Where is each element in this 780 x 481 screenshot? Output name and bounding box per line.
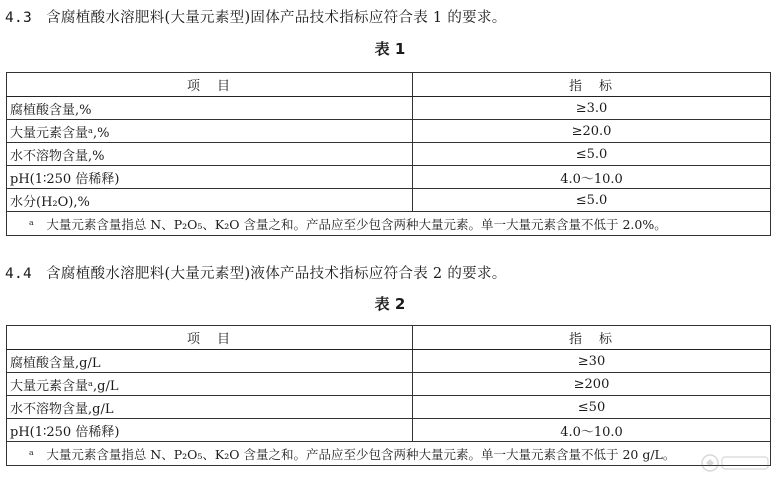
- row-value: ≥200: [413, 373, 771, 396]
- table-2: [6, 325, 771, 466]
- table-2-caption: 表 2: [374, 295, 406, 313]
- row-item: 水不溶物含量,%: [7, 143, 413, 166]
- table-1-caption: 表 1: [374, 40, 406, 58]
- table-footnote: ᵃ 大量元素含量指总 N、P₂O₅、K₂O 含量之和。产品应至少包含两种大量元素。单一大量元素含量不低于 2.0%。: [7, 212, 771, 236]
- table-footnote-row: [7, 212, 771, 236]
- table-1: [6, 72, 771, 236]
- table-row: [7, 419, 771, 442]
- table-footnote: ᵃ 大量元素含量指总 N、P₂O₅、K₂O 含量之和。产品应至少包含两种大量元素。单一大量元素含量不低于 20 g/L。: [7, 442, 771, 466]
- table-row: [7, 189, 771, 212]
- table-row: [7, 143, 771, 166]
- row-item: 腐植酸含量,%: [7, 97, 413, 120]
- clause-number: 4.4: [5, 266, 33, 282]
- row-item: 腐植酸含量,g/L: [7, 350, 413, 373]
- row-value: ≤5.0: [413, 143, 771, 166]
- header-item: 项 目: [7, 73, 413, 97]
- table-row: [7, 120, 771, 143]
- row-value: 4.0～10.0: [413, 166, 771, 189]
- clause-4-3: [5, 6, 507, 27]
- clause-text: 含腐植酸水溶肥料(大量元素型)固体产品技术指标应符合表 1 的要求。: [46, 10, 507, 26]
- table-header-row: [7, 73, 771, 97]
- row-value: ≥30: [413, 350, 771, 373]
- table-row: [7, 350, 771, 373]
- row-item: 大量元素含量ᵃ,%: [7, 120, 413, 143]
- table-row: [7, 166, 771, 189]
- row-item: 大量元素含量ᵃ,g/L: [7, 373, 413, 396]
- row-value: ≥20.0: [413, 120, 771, 143]
- table-header-row: [7, 326, 771, 350]
- row-value: 4.0～10.0: [413, 419, 771, 442]
- clause-number: 4.3: [5, 10, 33, 26]
- row-value: ≥3.0: [413, 97, 771, 120]
- table-row: [7, 396, 771, 419]
- header-value: 指 标: [413, 326, 771, 350]
- row-item: pH(1∶250 倍稀释): [7, 419, 413, 442]
- row-item: 水分(H₂O),%: [7, 189, 413, 212]
- clause-4-4: [5, 262, 507, 283]
- row-value: ≤5.0: [413, 189, 771, 212]
- row-value: ≤50: [413, 396, 771, 419]
- table-row: [7, 373, 771, 396]
- header-item: 项 目: [7, 326, 413, 350]
- clause-text: 含腐植酸水溶肥料(大量元素型)液体产品技术指标应符合表 2 的要求。: [46, 266, 507, 282]
- row-item: pH(1∶250 倍稀释): [7, 166, 413, 189]
- table-footnote-row: [7, 442, 771, 466]
- table-row: [7, 97, 771, 120]
- header-value: 指 标: [413, 73, 771, 97]
- row-item: 水不溶物含量,g/L: [7, 396, 413, 419]
- watermark-logo-icon: [700, 451, 772, 475]
